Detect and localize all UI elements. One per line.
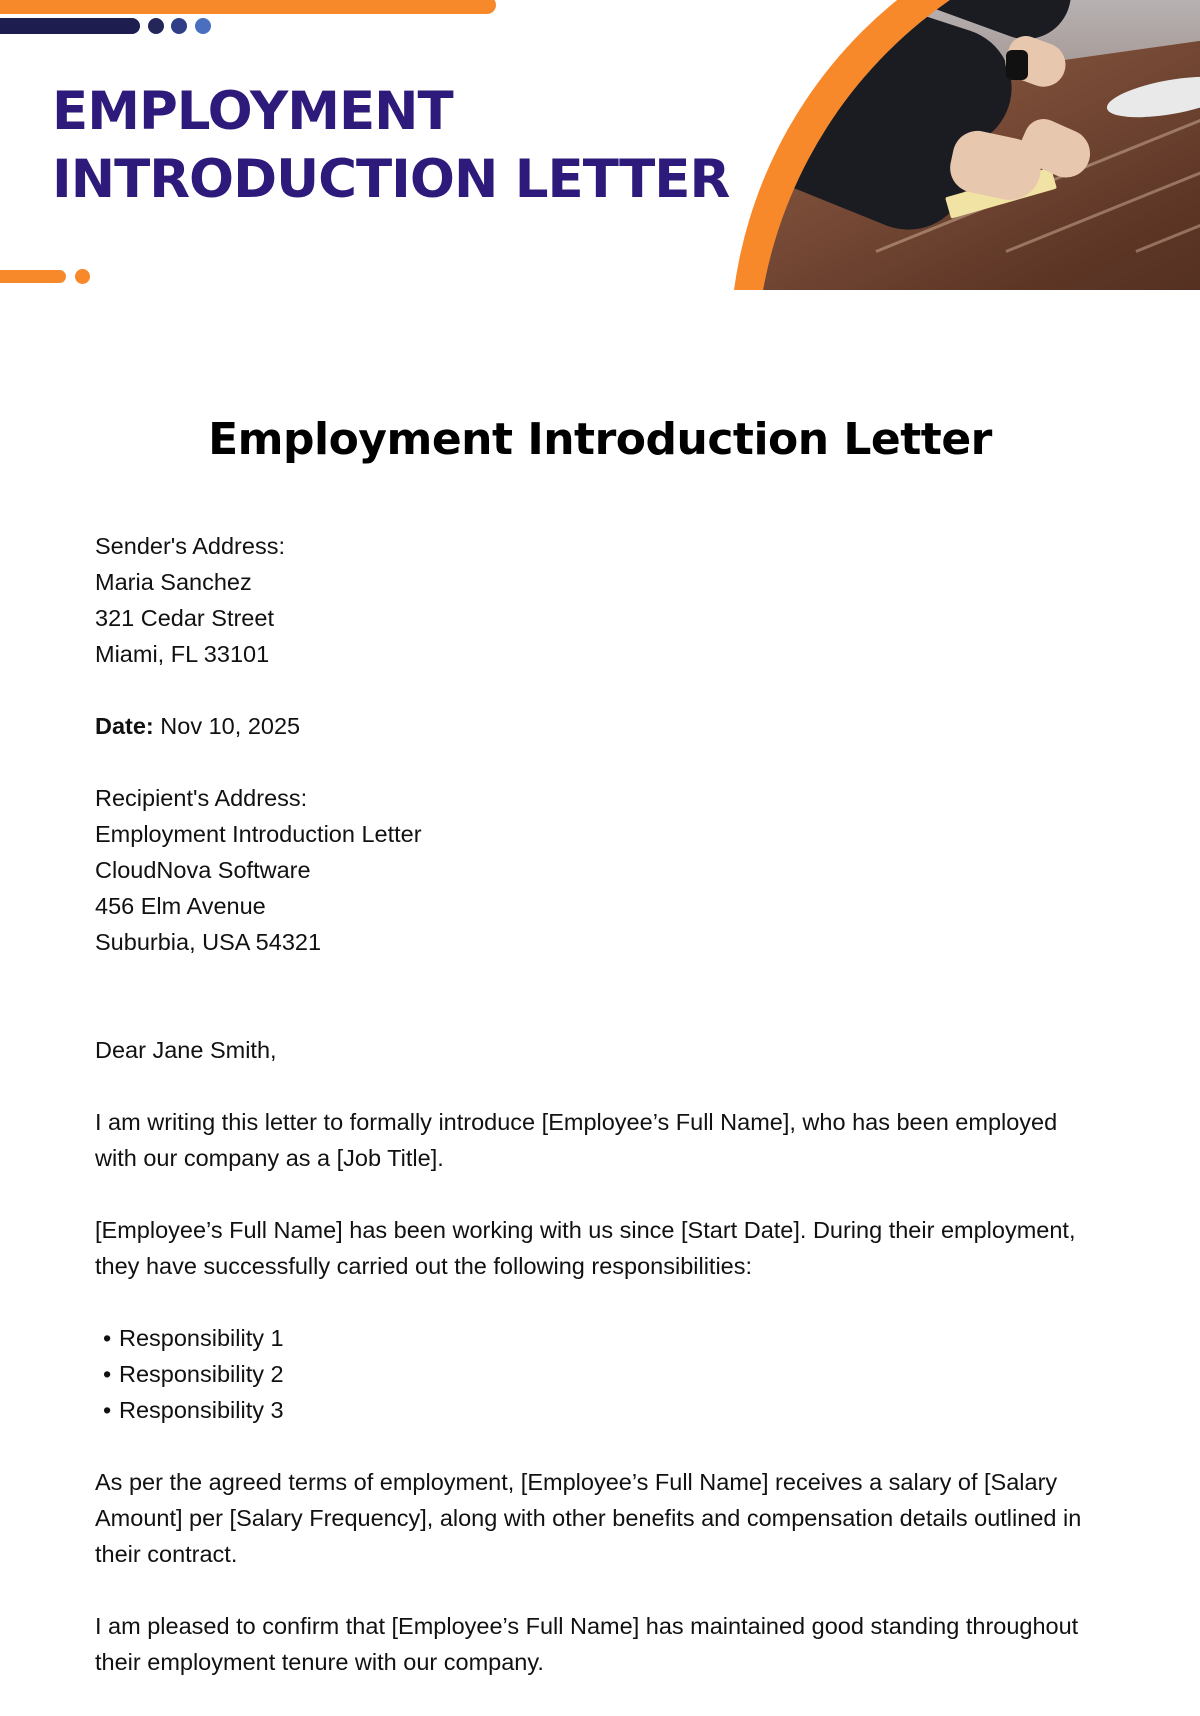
responsibility-text: Responsibility 1 bbox=[119, 1325, 284, 1351]
photo-watch bbox=[1006, 50, 1028, 80]
recipient-line-1: Employment Introduction Letter bbox=[95, 821, 422, 847]
list-item bbox=[103, 1392, 1095, 1428]
recipient-address-block bbox=[95, 780, 1095, 960]
sender-address-label: Sender's Address: bbox=[95, 533, 285, 559]
sender-address-block bbox=[95, 528, 1095, 672]
salutation: Dear Jane Smith, bbox=[95, 1037, 277, 1063]
navy-accent-bar bbox=[0, 18, 140, 34]
list-item bbox=[103, 1356, 1095, 1392]
list-item bbox=[103, 1320, 1095, 1356]
responsibility-text: Responsibility 2 bbox=[119, 1361, 284, 1387]
orange-accent-bar-bottom bbox=[0, 270, 66, 283]
bullet: • bbox=[103, 1325, 112, 1351]
header-banner bbox=[0, 0, 1200, 300]
responsibilities-list bbox=[95, 1320, 1095, 1428]
document-title: Employment Introduction Letter bbox=[208, 414, 992, 465]
banner-title-line-1: EMPLOYMENT bbox=[52, 81, 453, 142]
header-photo bbox=[730, 0, 1200, 290]
accent-dot-2 bbox=[171, 18, 187, 34]
banner-title bbox=[52, 78, 729, 214]
accent-dot-1 bbox=[148, 18, 164, 34]
orange-accent-dot bbox=[75, 269, 90, 284]
paragraph-standing: I am pleased to confirm that [Employee’s Full Name] has maintained good standing throughout their employment tenure with our company. bbox=[95, 1613, 1079, 1675]
sender-name: Maria Sanchez bbox=[95, 569, 252, 595]
meeting-photo bbox=[756, 0, 1200, 290]
bullet: • bbox=[103, 1361, 112, 1387]
sender-street: 321 Cedar Street bbox=[95, 605, 274, 631]
recipient-city: Suburbia, USA 54321 bbox=[95, 929, 322, 955]
paragraph-salary: As per the agreed terms of employment, [Employee’s Full Name] receives a salary of [Salary Amount] per [Salary Frequency], along with other benefits and compensation details outlined in their contract. bbox=[95, 1469, 1082, 1567]
paragraph-responsibilities-intro: [Employee’s Full Name] has been working with us since [Start Date]. During their employment, they have successfully carried out the following responsibilities: bbox=[95, 1217, 1076, 1279]
letter-body bbox=[95, 528, 1095, 1716]
paragraph-introduction: I am writing this letter to formally introduce [Employee’s Full Name], who has been employed with our company as a [Job Title]. bbox=[95, 1109, 1058, 1171]
recipient-street: 456 Elm Avenue bbox=[95, 893, 266, 919]
accent-dot-3 bbox=[195, 18, 211, 34]
banner-title-line-2: INTRODUCTION LETTER bbox=[52, 149, 730, 210]
recipient-company: CloudNova Software bbox=[95, 857, 311, 883]
bullet: • bbox=[103, 1397, 112, 1423]
responsibility-text: Responsibility 3 bbox=[119, 1397, 284, 1423]
date-value: Nov 10, 2025 bbox=[160, 713, 301, 739]
orange-accent-bar-top bbox=[0, 0, 496, 14]
sender-city: Miami, FL 33101 bbox=[95, 641, 270, 667]
recipient-address-label: Recipient's Address: bbox=[95, 785, 308, 811]
date-line bbox=[95, 708, 1095, 744]
date-label: Date: bbox=[95, 713, 154, 739]
